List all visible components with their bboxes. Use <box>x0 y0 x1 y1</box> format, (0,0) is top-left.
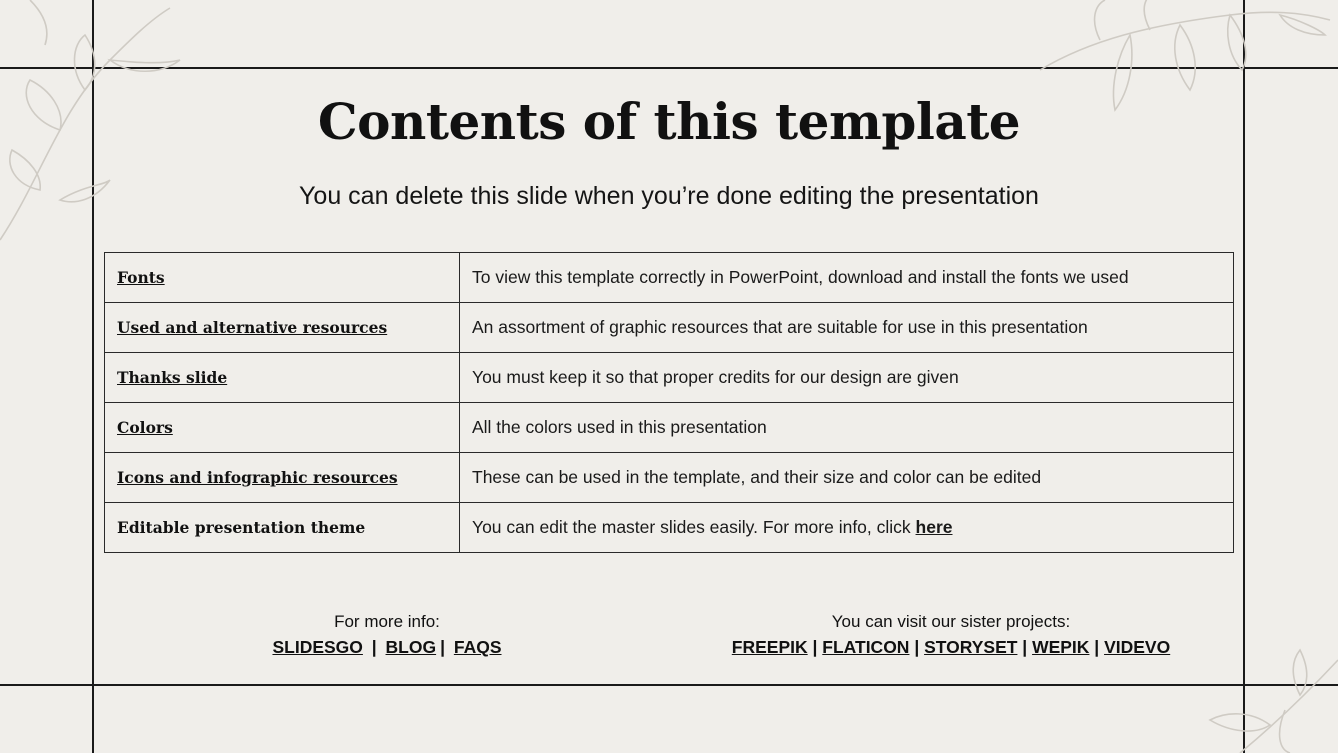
footer-right-heading: You can visit our sister projects: <box>831 612 1071 631</box>
page-title: Contents of this template <box>317 92 1021 151</box>
editable-theme-label: Editable presentation theme <box>117 518 366 537</box>
footer-sister-projects <box>701 612 1201 658</box>
table-cell-label <box>105 353 460 403</box>
table-cell-label <box>105 503 460 553</box>
colors-link[interactable]: Colors <box>117 418 173 437</box>
footer-right-links: FREEPIK | FLATICON | STORYSET | WEPIK | VIDEVO <box>731 637 1171 657</box>
slidesgo-link[interactable]: SLIDESGO <box>272 637 363 657</box>
table-cell-description: You must keep it so that proper credits for our design are given <box>460 353 1234 403</box>
table-cell-description: To view this template correctly in PowerPoint, download and install the fonts we used <box>460 253 1234 303</box>
here-link[interactable]: here <box>915 517 953 537</box>
footer-left-links: SLIDESGO | BLOG | FAQS <box>272 637 502 657</box>
table-cell-label <box>105 453 460 503</box>
resources-link[interactable]: Used and alternative resources <box>117 318 388 337</box>
footer-left-heading: For more info: <box>334 612 440 631</box>
table-cell-description: All the colors used in this presentation <box>460 403 1234 453</box>
thanks-slide-link[interactable]: Thanks slide <box>117 368 228 387</box>
table-row <box>105 503 1234 553</box>
fonts-link[interactable]: Fonts <box>117 268 165 287</box>
flaticon-link[interactable]: FLATICON <box>822 637 910 657</box>
table-row <box>105 403 1234 453</box>
editable-theme-text: You can edit the master slides easily. For more info, click <box>472 517 916 537</box>
table-row <box>105 253 1234 303</box>
footer-more-info <box>187 612 587 658</box>
table-row <box>105 453 1234 503</box>
table-cell-label <box>105 403 460 453</box>
blog-link[interactable]: BLOG <box>385 637 437 657</box>
table-cell-label <box>105 253 460 303</box>
wepik-link[interactable]: WEPIK <box>1032 637 1090 657</box>
table-cell-label <box>105 303 460 353</box>
frame-line-bottom <box>0 684 1338 686</box>
faqs-link[interactable]: FAQS <box>453 637 502 657</box>
videvo-link[interactable]: VIDEVO <box>1104 637 1171 657</box>
icons-resources-link[interactable]: Icons and infographic resources <box>117 468 398 487</box>
table-cell-description: These can be used in the template, and their size and color can be edited <box>460 453 1234 503</box>
table-cell-description <box>460 503 1234 553</box>
table-row <box>105 303 1234 353</box>
contents-table <box>104 252 1234 553</box>
table-cell-description: An assortment of graphic resources that are suitable for use in this presentation <box>460 303 1234 353</box>
storyset-link[interactable]: STORYSET <box>924 637 1018 657</box>
table-row <box>105 353 1234 403</box>
freepik-link[interactable]: FREEPIK <box>731 637 808 657</box>
page-subtitle: You can delete this slide when you’re done editing the presentation <box>299 182 1039 210</box>
